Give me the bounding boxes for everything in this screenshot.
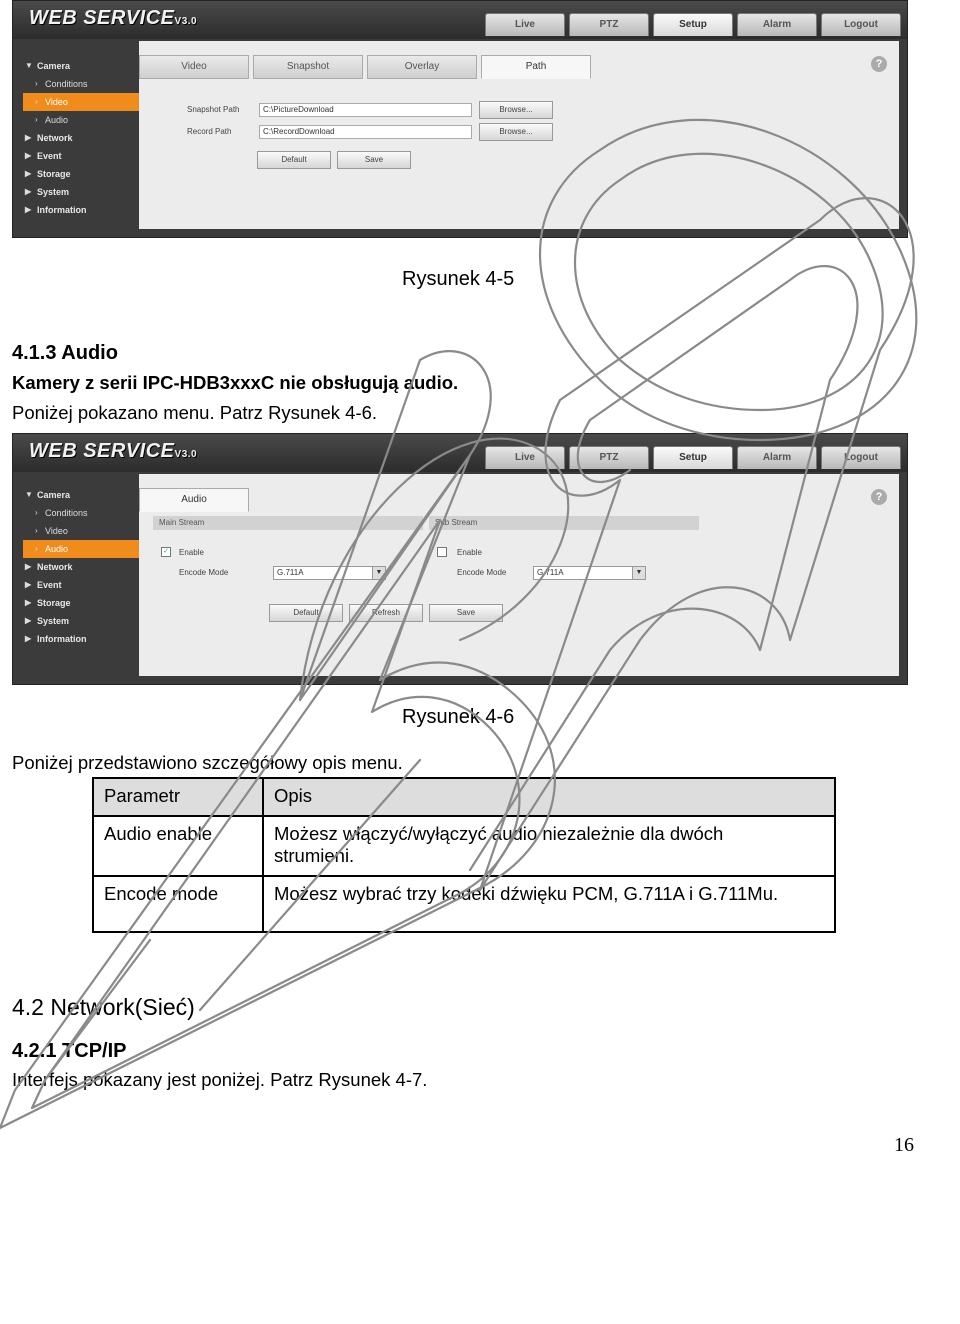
sub-enable-checkbox[interactable]	[437, 547, 447, 557]
figure-caption-4-5: Rysunek 4-5	[402, 268, 515, 290]
network-text: Interfejs pokazany jest poniżej. Patrz Rysunek 4-7.	[12, 1069, 428, 1090]
sidebar-item-information[interactable]: ▶ Information	[23, 201, 141, 219]
chevron-right-icon: ▶	[25, 616, 32, 625]
heading-4-2: 4.2 Network(Sieć)	[12, 994, 195, 1020]
sidebar-item-system[interactable]: ▶ System	[23, 612, 141, 630]
chevron-right-icon: ▶	[25, 133, 32, 142]
top-tabs	[485, 13, 901, 35]
chevron-right-icon: ▶	[25, 169, 32, 178]
tab-setup[interactable]: Setup	[653, 446, 733, 469]
sidebar-item-information[interactable]: ▶ Information	[23, 630, 141, 648]
top-bar	[13, 434, 907, 472]
tab-logout[interactable]: Logout	[821, 446, 901, 469]
chevron-right-icon: ▶	[25, 562, 32, 571]
chevron-right-icon: ›	[35, 97, 38, 106]
table-row	[93, 816, 835, 876]
snapshot-path-input[interactable]: C:\PictureDownload	[259, 103, 472, 117]
page-number: 16	[894, 1134, 914, 1156]
default-button[interactable]: Default	[257, 151, 331, 169]
help-icon[interactable]: ?	[871, 489, 887, 505]
tab-ptz[interactable]: PTZ	[569, 446, 649, 469]
browse-snapshot-button[interactable]: Browse...	[479, 101, 553, 119]
tab-ptz[interactable]: PTZ	[569, 13, 649, 36]
chevron-right-icon: ▶	[25, 187, 32, 196]
intro-text: Poniżej pokazano menu. Patrz Rysunek 4-6.	[12, 402, 378, 423]
sub-encode-mode-value: G.711A	[537, 568, 564, 577]
sidebar-item-network[interactable]: ▶ Network	[23, 129, 141, 147]
desc-cell: Możesz wybrać trzy kodeki dźwięku PCM, G.711A i G.711Mu.	[263, 876, 835, 932]
default-button[interactable]: Default	[269, 604, 343, 622]
table-header-row	[93, 778, 835, 816]
sidebar	[23, 486, 141, 648]
desc-cell: Możesz włączyć/wyłączyć audio niezależnie dla dwóch strumieni.	[263, 816, 835, 876]
tab-snapshot[interactable]: Snapshot	[253, 55, 363, 79]
chevron-right-icon: ▶	[25, 205, 32, 214]
main-encode-mode-select[interactable]	[273, 566, 386, 580]
chevron-right-icon: ›	[35, 79, 38, 88]
tab-audio[interactable]: Audio	[139, 488, 249, 512]
sub-enable-label: Enable	[457, 548, 482, 557]
sidebar-item-audio[interactable]: › Audio	[23, 540, 141, 558]
tab-logout[interactable]: Logout	[821, 13, 901, 36]
chevron-right-icon: ›	[35, 115, 38, 124]
tab-alarm[interactable]: Alarm	[737, 13, 817, 36]
sidebar-item-storage[interactable]: ▶ Storage	[23, 165, 141, 183]
save-button[interactable]: Save	[337, 151, 411, 169]
record-path-label: Record Path	[187, 127, 232, 136]
main-enable-label: Enable	[179, 548, 204, 557]
heading-4-2-1: 4.2.1 TCP/IP	[12, 1040, 127, 1062]
main-encode-mode-label: Encode Mode	[179, 568, 229, 577]
save-button[interactable]: Save	[429, 604, 503, 622]
tab-path[interactable]: Path	[481, 55, 591, 79]
sub-encode-mode-select[interactable]	[533, 566, 646, 580]
record-path-input[interactable]: C:\RecordDownload	[259, 125, 472, 139]
chevron-right-icon: ▶	[25, 634, 32, 643]
help-icon[interactable]: ?	[871, 56, 887, 72]
sidebar-item-camera[interactable]: ▼ Camera	[23, 57, 141, 75]
main-panel	[139, 474, 899, 676]
param-cell: Encode mode	[93, 876, 263, 932]
sidebar	[23, 57, 141, 219]
screenshot-audio-settings	[12, 433, 908, 685]
sidebar-item-network[interactable]: ▶ Network	[23, 558, 141, 576]
sidebar-item-video[interactable]: › Video	[23, 522, 141, 540]
sidebar-item-event[interactable]: ▶ Event	[23, 147, 141, 165]
sidebar-item-camera[interactable]: ▼ Camera	[23, 486, 141, 504]
chevron-right-icon: ▶	[25, 151, 32, 160]
tab-alarm[interactable]: Alarm	[737, 446, 817, 469]
param-cell: Audio enable	[93, 816, 263, 876]
chevron-down-icon: ▼	[25, 61, 33, 70]
header-opis: Opis	[263, 778, 835, 816]
top-tabs	[485, 446, 901, 468]
sidebar-item-conditions[interactable]: › Conditions	[23, 75, 141, 93]
web-service-logo: WEB SERVICEV3.0	[29, 7, 198, 29]
sub-encode-mode-label: Encode Mode	[457, 568, 507, 577]
sidebar-item-conditions[interactable]: › Conditions	[23, 504, 141, 522]
tab-overlay[interactable]: Overlay	[367, 55, 477, 79]
chevron-right-icon: ›	[35, 508, 38, 517]
top-bar	[13, 1, 907, 39]
sidebar-item-storage[interactable]: ▶ Storage	[23, 594, 141, 612]
header-parametr: Parametr	[93, 778, 263, 816]
chevron-down-icon: ▼	[372, 567, 385, 579]
main-encode-mode-value: G.711A	[277, 568, 304, 577]
snapshot-path-label: Snapshot Path	[187, 105, 240, 114]
main-panel	[139, 41, 899, 229]
chevron-down-icon: ▼	[25, 490, 33, 499]
figure-caption-4-6: Rysunek 4-6	[402, 706, 515, 728]
table-intro: Poniżej przedstawiono szczegółowy opis menu.	[12, 752, 403, 773]
tab-live[interactable]: Live	[485, 13, 565, 36]
chevron-right-icon: ›	[35, 544, 38, 553]
main-enable-checkbox[interactable]: ✓	[161, 547, 171, 557]
sub-tabs	[139, 55, 591, 77]
chevron-right-icon: ▶	[25, 598, 32, 607]
sub-stream-header: Sub Stream	[429, 516, 699, 530]
tab-video[interactable]: Video	[139, 55, 249, 79]
parameter-table	[92, 777, 836, 933]
sidebar-item-event[interactable]: ▶ Event	[23, 576, 141, 594]
screenshot-path-settings	[12, 0, 908, 238]
chevron-down-icon: ▼	[632, 567, 645, 579]
sidebar-item-video[interactable]: › Video	[23, 93, 141, 111]
sidebar-item-audio[interactable]: › Audio	[23, 111, 141, 129]
table-row	[93, 876, 835, 932]
main-stream-header: Main Stream	[153, 516, 423, 530]
refresh-button[interactable]: Refresh	[349, 604, 423, 622]
bold-note: Kamery z serii IPC-HDB3xxxC nie obsługują audio.	[12, 372, 459, 393]
tab-setup[interactable]: Setup	[653, 13, 733, 36]
heading-4-1-3: 4.1.3 Audio	[12, 342, 118, 364]
tab-live[interactable]: Live	[485, 446, 565, 469]
chevron-right-icon: ▶	[25, 580, 32, 589]
sidebar-item-system[interactable]: ▶ System	[23, 183, 141, 201]
browse-record-button[interactable]: Browse...	[479, 123, 553, 141]
sub-tabs	[139, 488, 249, 510]
web-service-logo: WEB SERVICEV3.0	[29, 440, 198, 462]
chevron-right-icon: ›	[35, 526, 38, 535]
